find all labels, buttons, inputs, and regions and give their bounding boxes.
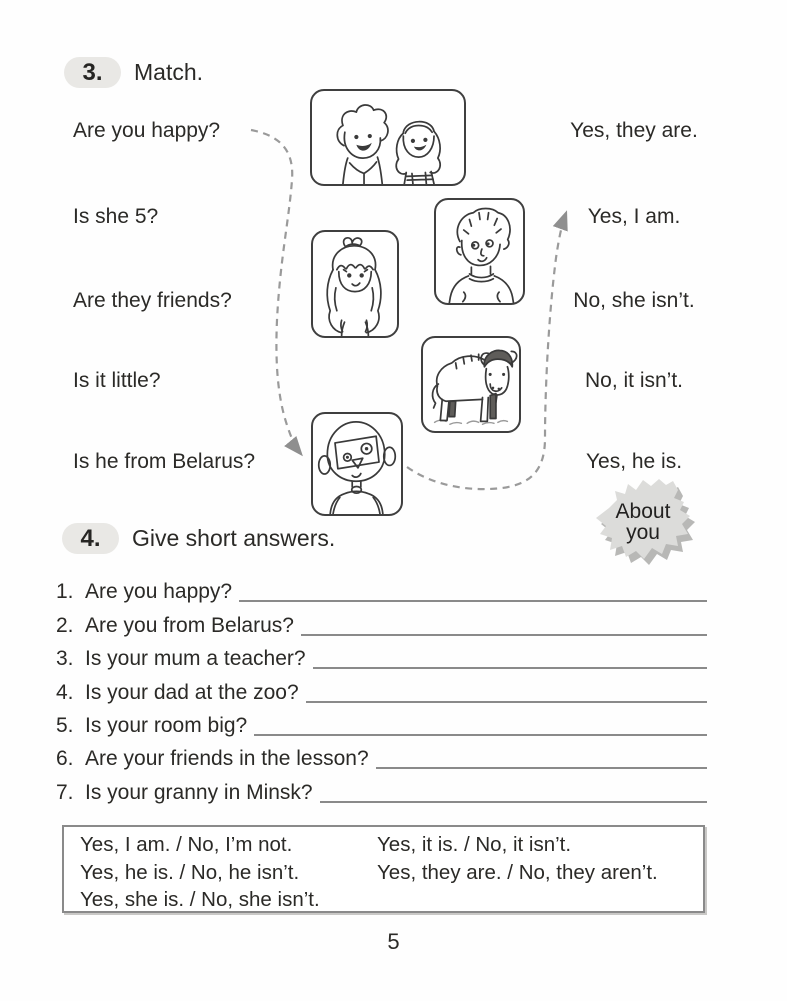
question-text: Is your room big? [85,713,248,737]
match-answer-5: Yes, he is. [585,450,683,473]
question-row-2 [56,604,707,637]
answer-blank-line [301,634,707,636]
exercise3-number-badge: 3. [64,57,121,88]
question-row-3 [56,638,707,671]
picture-box-kids-pair [310,89,466,186]
bison-icon [423,338,519,431]
exercise3-header [64,57,203,88]
match-answer-3: No, she isn’t. [573,289,695,312]
match-question-1: Are you happy? [73,119,221,142]
picture-box-bison [421,336,521,433]
question-text: Is your granny in Minsk? [85,780,313,804]
question-text: Is your mum a teacher? [85,647,306,671]
answer-blank-line [313,667,707,669]
question-row-1 [56,571,707,604]
about-you-line2: you [626,521,660,544]
robot-icon [313,414,401,514]
question-text: Is your dad at the zoo? [85,680,299,704]
bank-line: Yes, it is. / No, it isn’t. [377,833,572,856]
question-number: 1. [56,580,74,604]
exercise4-header [62,523,335,554]
girl-icon [313,232,397,336]
question-number: 2. [56,613,74,637]
match-question-3: Are they friends? [73,289,232,312]
match-line-question-to-robot [251,130,301,454]
question-number: 6. [56,747,74,771]
exercise3-title: Match. [134,59,204,85]
answer-blank-line [320,801,707,803]
match-answer-2: Yes, I am. [587,205,681,228]
answer-blank-line [254,734,707,736]
question-number: 5. [56,713,74,737]
question-number: 4. [56,680,74,704]
question-number: 3. [56,647,74,671]
question-text: Are you happy? [85,580,233,604]
match-question-2: Is she 5? [73,205,159,228]
bank-line: Yes, she is. / No, she isn’t. [80,888,320,911]
boy-and-girl-icon [312,91,464,184]
exercise4-title: Give short answers. [132,525,336,551]
page-number: 5 [387,929,400,954]
picture-box-robot [311,412,403,516]
question-row-4 [56,671,707,704]
question-row-7 [56,771,707,804]
about-you-badge [591,474,703,566]
question-row-6 [56,738,707,771]
bank-line: Yes, they are. / No, they aren’t. [377,860,658,884]
picture-box-girl [311,230,399,338]
answer-blank-line [306,701,707,703]
boy-icon [436,200,523,303]
answer-bank-left-column [80,831,320,914]
answer-blank-line [376,767,707,769]
picture-box-boy [434,198,525,305]
about-you-label [591,501,695,543]
match-answer-1: Yes, they are. [570,119,698,142]
exercise4-question-list [56,571,707,805]
question-number: 7. [56,780,74,804]
about-you-line1: About [615,500,671,523]
exercise4-number-badge: 4. [62,523,119,554]
answer-blank-line [239,600,707,602]
bank-line: Yes, I am. / No, I’m not. [80,833,293,856]
question-text: Are your friends in the lesson? [85,747,369,771]
match-question-4: Is it little? [73,369,161,392]
answer-bank-box [62,825,705,913]
bank-line: Yes, he is. / No, he isn’t. [80,860,300,884]
match-question-5: Is he from Belarus? [73,450,256,473]
question-row-5 [56,705,707,738]
answer-bank-right-column [377,831,658,886]
question-text: Are you from Belarus? [85,613,294,637]
match-answer-4: No, it isn’t. [584,369,684,392]
